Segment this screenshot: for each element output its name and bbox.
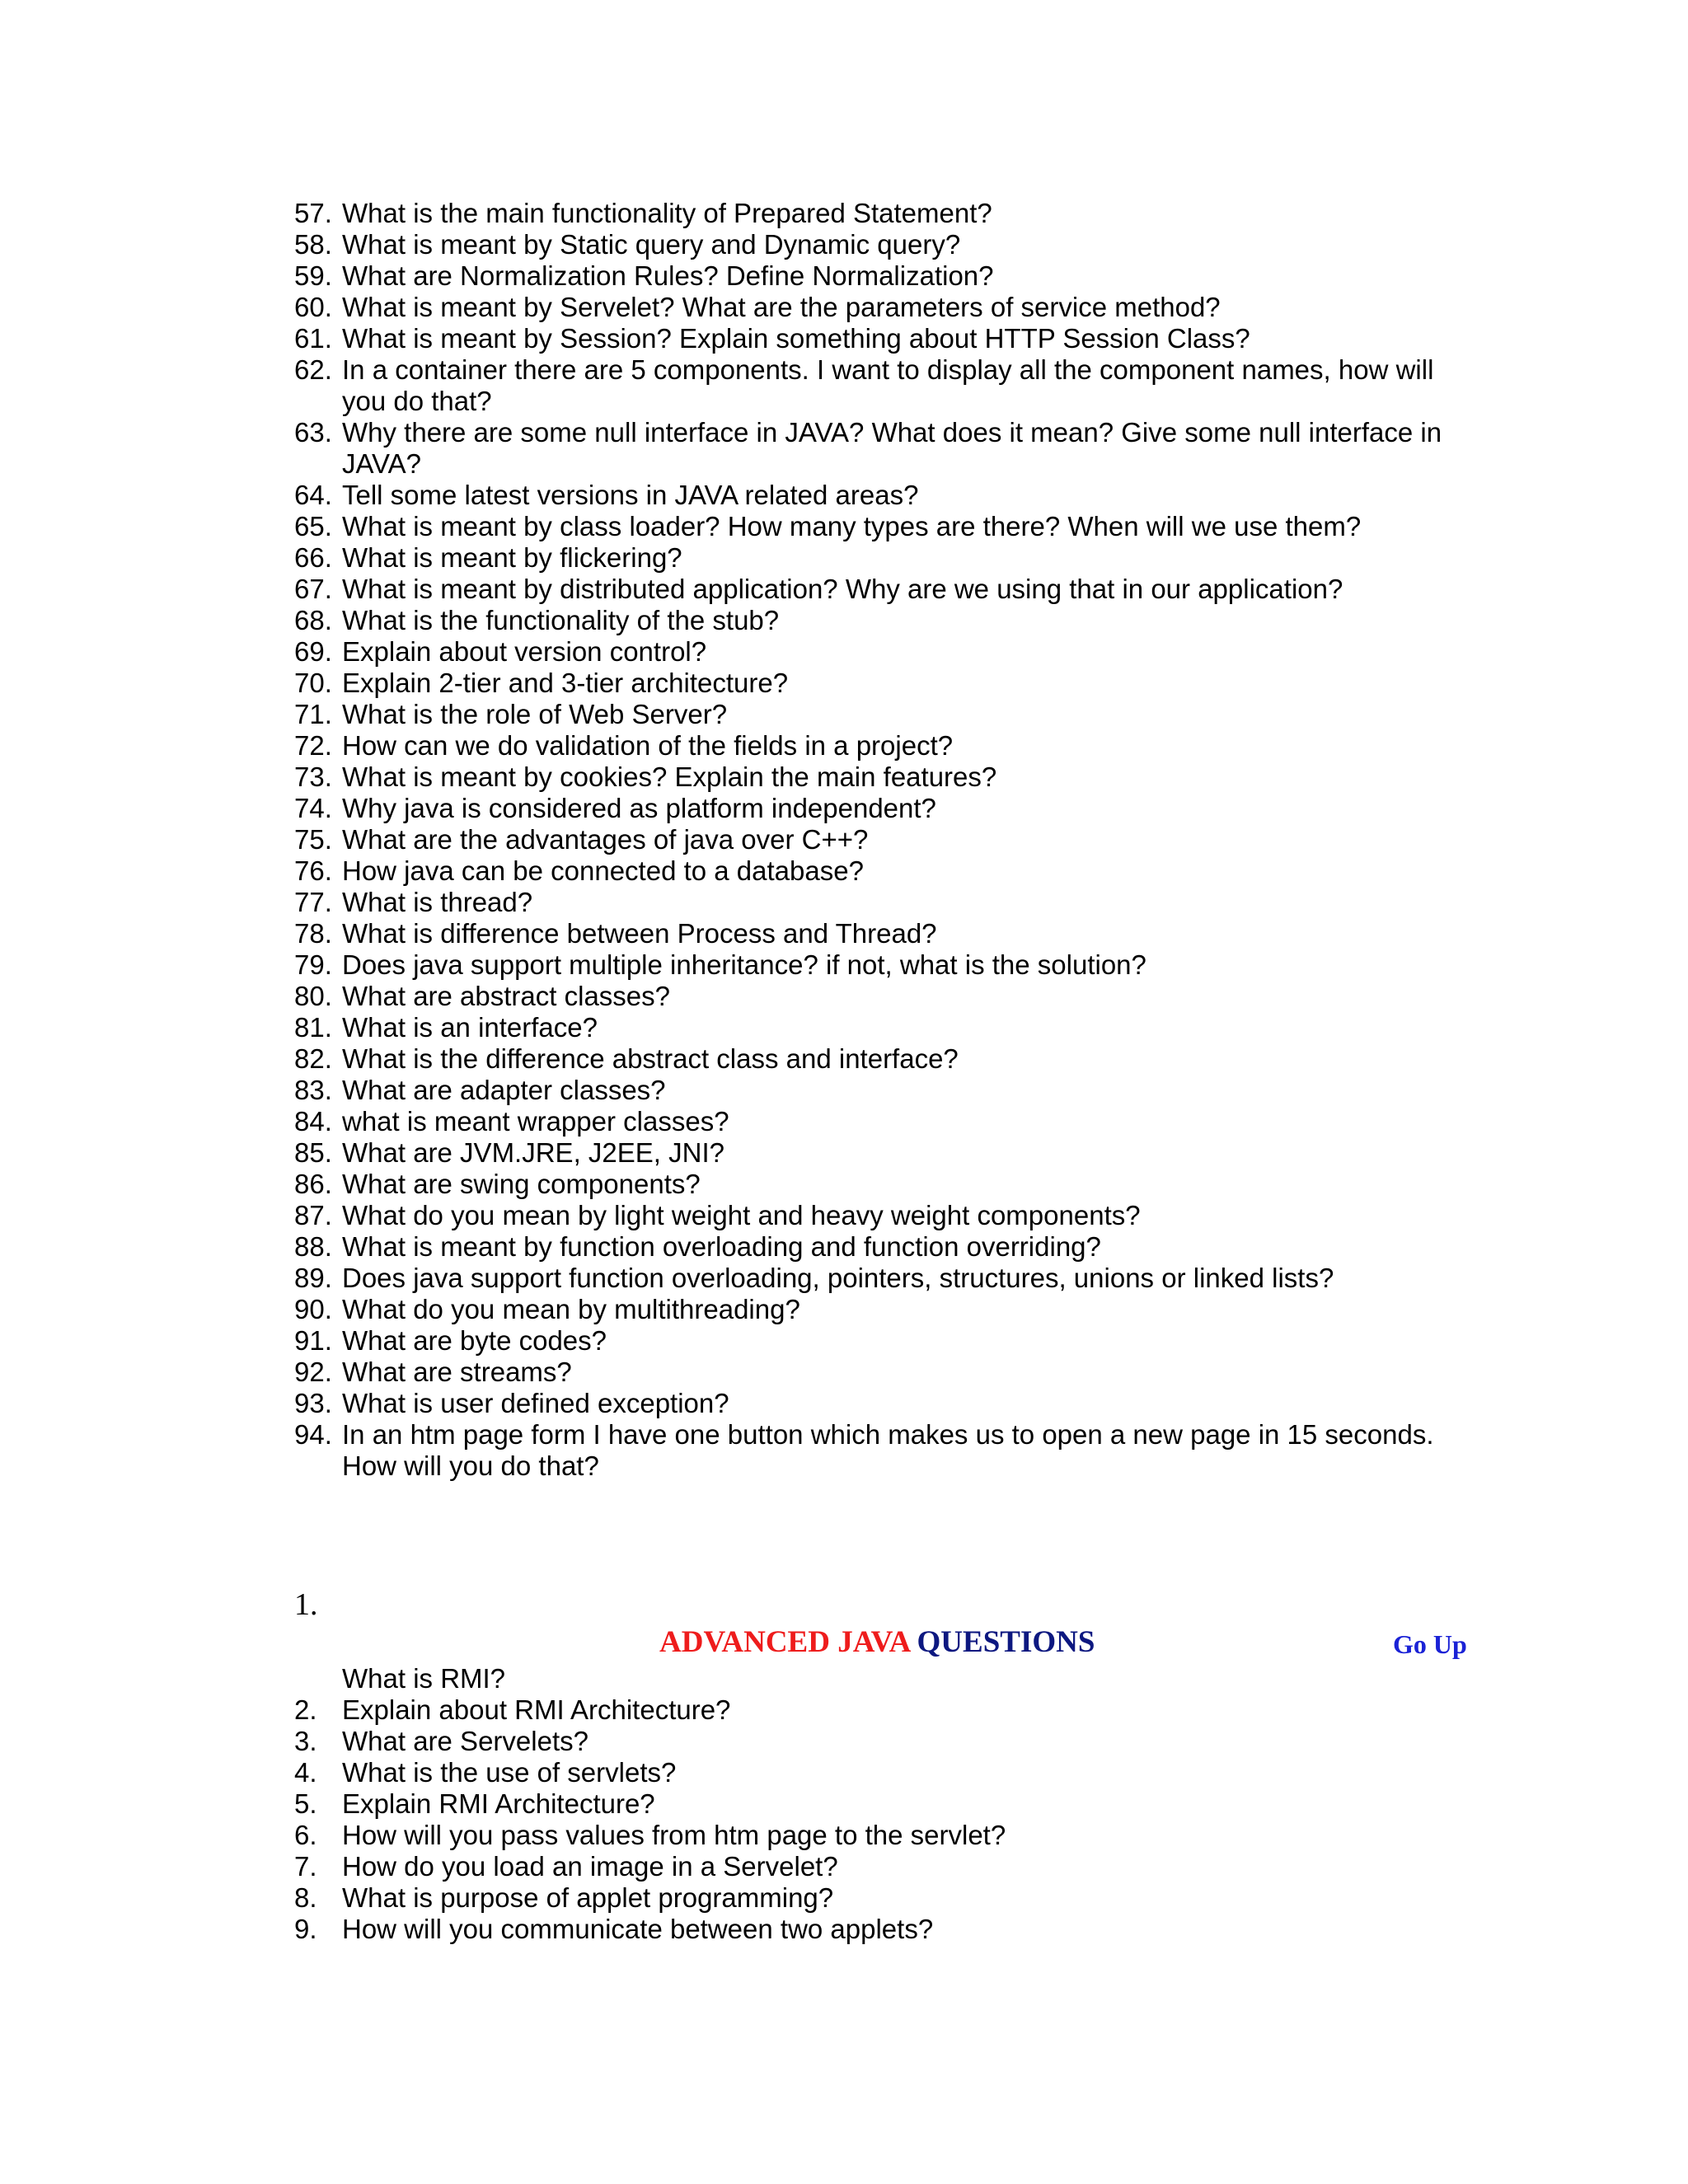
- question-text: What are byte codes?: [342, 1325, 607, 1356]
- question-number: 67.: [294, 574, 332, 604]
- question-number: 8.: [294, 1882, 317, 1913]
- question-number: 2.: [294, 1694, 317, 1725]
- question-number: 94.: [294, 1419, 332, 1450]
- question-item: [294, 198, 1448, 229]
- question-text: What is meant by Static query and Dynamic query?: [342, 229, 961, 260]
- question-text: What is purpose of applet programming?: [342, 1882, 834, 1913]
- question-item: [294, 1914, 1448, 1945]
- question-item: [294, 1788, 1448, 1820]
- question-item: [294, 918, 1448, 949]
- question-item: [294, 1694, 1448, 1726]
- advanced-question-1-text: What is RMI?: [342, 1663, 506, 1694]
- question-item: [294, 1012, 1448, 1043]
- question-item: [294, 1137, 1448, 1169]
- question-text: In an htm page form I have one button which makes us to open a new page in 15 seconds. How will you do that?: [342, 1419, 1434, 1481]
- question-item: [294, 1820, 1448, 1851]
- question-number: 64.: [294, 480, 332, 510]
- question-item: [294, 1200, 1448, 1231]
- question-item: [294, 1726, 1448, 1757]
- question-text: Why java is considered as platform independent?: [342, 793, 936, 823]
- question-text: What is user defined exception?: [342, 1388, 729, 1418]
- question-item: [294, 323, 1448, 354]
- question-text: What do you mean by multithreading?: [342, 1294, 800, 1324]
- question-number: 59.: [294, 260, 332, 291]
- question-item: [294, 762, 1448, 793]
- question-text: What is meant by function overloading and function overriding?: [342, 1231, 1101, 1262]
- question-item: [294, 730, 1448, 762]
- question-text: What is difference between Process and Thread?: [342, 918, 937, 949]
- question-number: 90.: [294, 1294, 332, 1324]
- question-item: [294, 699, 1448, 730]
- question-item: [294, 824, 1448, 855]
- question-item: [294, 605, 1448, 636]
- question-text: How java can be connected to a database?: [342, 855, 864, 886]
- question-number: 85.: [294, 1137, 332, 1168]
- question-number: 7.: [294, 1851, 317, 1882]
- question-number: 84.: [294, 1106, 332, 1137]
- question-text: Explain about RMI Architecture?: [342, 1694, 731, 1725]
- question-item: [294, 229, 1448, 260]
- question-item: [294, 668, 1448, 699]
- question-text: What is meant by cookies? Explain the main features?: [342, 762, 997, 792]
- question-text: What is the use of servlets?: [342, 1757, 677, 1788]
- question-item: [294, 793, 1448, 824]
- question-item: [294, 1294, 1448, 1325]
- question-item: [294, 1043, 1448, 1075]
- question-number: 78.: [294, 918, 332, 949]
- question-item: [294, 1357, 1448, 1388]
- question-text: What is the role of Web Server?: [342, 699, 728, 729]
- question-text: What are Normalization Rules? Define Normalization?: [342, 260, 994, 291]
- question-text: What are JVM.JRE, J2EE, JNI?: [342, 1137, 724, 1168]
- question-item: [294, 480, 1448, 511]
- question-number: 57.: [294, 198, 332, 228]
- question-number: 61.: [294, 323, 332, 354]
- question-item: [294, 1325, 1448, 1357]
- question-number: 77.: [294, 887, 332, 917]
- question-number: 62.: [294, 354, 332, 385]
- question-text: How will you communicate between two applets?: [342, 1914, 934, 1944]
- question-text: what is meant wrapper classes?: [342, 1106, 729, 1137]
- question-number: 80.: [294, 981, 332, 1011]
- question-number: 75.: [294, 824, 332, 855]
- question-text: Explain 2-tier and 3-tier architecture?: [342, 668, 789, 698]
- question-number: 66.: [294, 542, 332, 573]
- question-number: 73.: [294, 762, 332, 792]
- question-text: Does java support multiple inheritance? if not, what is the solution?: [342, 949, 1146, 980]
- question-item: [294, 542, 1448, 574]
- question-text: How can we do validation of the fields in a project?: [342, 730, 954, 761]
- question-number: 91.: [294, 1325, 332, 1356]
- question-item: [294, 511, 1448, 542]
- question-text: What are abstract classes?: [342, 981, 670, 1011]
- question-item: [294, 417, 1448, 480]
- advanced-java-section-header: [0, 1586, 1688, 1685]
- question-number: 6.: [294, 1820, 317, 1850]
- section-title-red-part: ADVANCED JAVA: [659, 1625, 910, 1659]
- advanced-question-list: [294, 1694, 1448, 1945]
- question-text: What is meant by flickering?: [342, 542, 682, 573]
- question-text: What is the functionality of the stub?: [342, 605, 780, 635]
- question-list-continued: [294, 198, 1448, 1482]
- question-item: [294, 636, 1448, 668]
- question-item: [294, 1882, 1448, 1914]
- question-item: [294, 1075, 1448, 1106]
- question-item: [294, 1419, 1448, 1482]
- question-number: 81.: [294, 1012, 332, 1043]
- question-text: What is meant by distributed application? Why are we using that in our application?: [342, 574, 1343, 604]
- question-item: [294, 1263, 1448, 1294]
- question-item: [294, 949, 1448, 981]
- go-up-link[interactable]: Go Up: [1393, 1629, 1467, 1659]
- question-text: What is meant by class loader? How many types are there? When will we use them?: [342, 511, 1362, 541]
- question-text: What do you mean by light weight and heavy weight components?: [342, 1200, 1141, 1230]
- question-number: 82.: [294, 1043, 332, 1074]
- question-number: 5.: [294, 1788, 317, 1819]
- question-number: 74.: [294, 793, 332, 823]
- question-text: Explain about version control?: [342, 636, 707, 667]
- question-number: 3.: [294, 1726, 317, 1756]
- question-text: What is meant by Servelet? What are the parameters of service method?: [342, 292, 1221, 322]
- question-text: What are streams?: [342, 1357, 572, 1387]
- question-text: In a container there are 5 components. I want to display all the component names, how will you do that?: [342, 354, 1434, 416]
- question-item: [294, 1169, 1448, 1200]
- question-item: [294, 1757, 1448, 1788]
- question-number: 71.: [294, 699, 332, 729]
- question-text: What is meant by Session? Explain something about HTTP Session Class?: [342, 323, 1250, 354]
- question-item: [294, 292, 1448, 323]
- question-text: What is the difference abstract class and interface?: [342, 1043, 959, 1074]
- question-text: Why there are some null interface in JAVA? What does it mean? Give some null interface in JAVA?: [342, 417, 1442, 479]
- question-text: What are adapter classes?: [342, 1075, 666, 1105]
- question-number: 65.: [294, 511, 332, 541]
- question-text: What is the main functionality of Prepared Statement?: [342, 198, 992, 228]
- question-number: 72.: [294, 730, 332, 761]
- question-text: What is thread?: [342, 887, 533, 917]
- question-number: 92.: [294, 1357, 332, 1387]
- question-text: What are the advantages of java over C++?: [342, 824, 869, 855]
- question-item: [294, 354, 1448, 417]
- question-number: 68.: [294, 605, 332, 635]
- question-item: [294, 1388, 1448, 1419]
- question-text: What is an interface?: [342, 1012, 598, 1043]
- question-text: Explain RMI Architecture?: [342, 1788, 655, 1819]
- question-number: 86.: [294, 1169, 332, 1199]
- question-number: 4.: [294, 1757, 317, 1788]
- question-text: How do you load an image in a Servelet?: [342, 1851, 838, 1882]
- question-number: 58.: [294, 229, 332, 260]
- question-item: [294, 1106, 1448, 1137]
- question-text: How will you pass values from htm page to the servlet?: [342, 1820, 1006, 1850]
- question-number: 87.: [294, 1200, 332, 1230]
- section-title: [659, 1624, 1095, 1661]
- section-number: 1.: [294, 1587, 318, 1622]
- question-number: 60.: [294, 292, 332, 322]
- question-number: 79.: [294, 949, 332, 980]
- question-item: [294, 981, 1448, 1012]
- question-number: 70.: [294, 668, 332, 698]
- question-text: What are Servelets?: [342, 1726, 588, 1756]
- question-item: [294, 855, 1448, 887]
- question-number: 69.: [294, 636, 332, 667]
- question-number: 93.: [294, 1388, 332, 1418]
- question-text: Tell some latest versions in JAVA related areas?: [342, 480, 919, 510]
- question-number: 88.: [294, 1231, 332, 1262]
- question-item: [294, 260, 1448, 292]
- section-title-navy-part: QUESTIONS: [917, 1625, 1095, 1659]
- question-item: [294, 574, 1448, 605]
- question-number: 76.: [294, 855, 332, 886]
- question-number: 63.: [294, 417, 332, 448]
- question-number: 83.: [294, 1075, 332, 1105]
- question-number: 89.: [294, 1263, 332, 1293]
- question-item: [294, 887, 1448, 918]
- question-text: What are swing components?: [342, 1169, 701, 1199]
- question-number: 9.: [294, 1914, 317, 1944]
- question-item: [294, 1231, 1448, 1263]
- question-text: Does java support function overloading, pointers, structures, unions or linked lists?: [342, 1263, 1334, 1293]
- question-item: [294, 1851, 1448, 1882]
